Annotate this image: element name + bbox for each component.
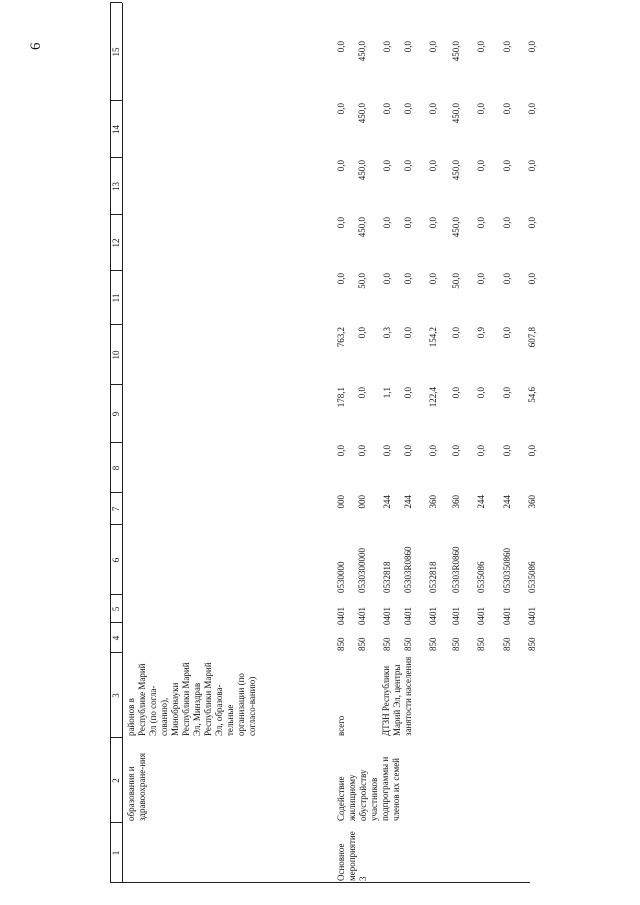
value-cell: 0,0 <box>476 41 486 53</box>
value-cell: 54,6 <box>527 387 537 403</box>
header-col-8: 8 <box>111 465 121 471</box>
value-cell: 450,0 <box>357 160 367 181</box>
value-cell: 0,0 <box>451 327 461 339</box>
header-col-12: 12 <box>111 238 121 248</box>
value-cell: 0,0 <box>502 445 512 457</box>
value-cell: 450,0 <box>451 103 461 124</box>
value-cell: 0,0 <box>336 103 346 115</box>
header-col-11: 11 <box>111 293 121 303</box>
header-col-9: 9 <box>111 411 121 417</box>
value-cell: 1,1 <box>382 387 392 399</box>
value-cell: 0,0 <box>428 445 438 457</box>
vr-cell: 000 <box>336 495 346 509</box>
value-cell: 0,0 <box>382 160 392 172</box>
header-col-4: 4 <box>111 635 121 641</box>
value-cell: 0,0 <box>382 445 392 457</box>
value-cell: 0,0 <box>451 387 461 399</box>
rzpr-cell: 0401 <box>382 607 392 625</box>
value-cell: 178,1 <box>336 387 346 408</box>
value-cell: 0,0 <box>428 273 438 285</box>
value-cell: 0,0 <box>476 273 486 285</box>
csr-cell: 0530000 <box>336 561 346 593</box>
vr-cell: 000 <box>357 495 367 509</box>
value-cell: 0,0 <box>451 445 461 457</box>
value-cell: 763,2 <box>336 327 346 348</box>
value-cell: 0,0 <box>428 103 438 115</box>
value-cell: 450,0 <box>451 41 461 62</box>
grbs-cell: 850 <box>357 637 367 651</box>
grbs-cell: 850 <box>336 637 346 651</box>
value-cell: 0,0 <box>336 41 346 53</box>
rzpr-cell: 0401 <box>502 607 512 625</box>
vr-cell: 244 <box>382 495 392 509</box>
value-cell: 0,0 <box>428 160 438 172</box>
value-cell: 0,0 <box>336 445 346 457</box>
value-cell: 0,0 <box>336 273 346 285</box>
value-cell: 0,0 <box>403 445 413 457</box>
value-cell: 0,0 <box>502 41 512 53</box>
value-cell: 0,0 <box>476 103 486 115</box>
header-col-5: 5 <box>111 606 121 612</box>
grbs-cell: 850 <box>502 637 512 651</box>
csr-cell: 0532818 <box>382 561 392 593</box>
value-cell: 450,0 <box>357 217 367 238</box>
vr-cell: 244 <box>476 495 486 509</box>
main-event-total: всего <box>336 715 346 736</box>
rzpr-cell: 0401 <box>527 607 537 625</box>
value-cell: 0,0 <box>476 387 486 399</box>
value-cell: 0,9 <box>476 327 486 339</box>
value-cell: 0,0 <box>502 327 512 339</box>
value-cell: 122,4 <box>428 387 438 408</box>
value-cell: 0,3 <box>382 327 392 339</box>
header-col-6: 6 <box>111 557 121 563</box>
value-cell: 0,0 <box>403 327 413 339</box>
value-cell: 0,0 <box>382 217 392 229</box>
header-col-13: 13 <box>111 182 121 191</box>
value-cell: 0,0 <box>502 217 512 229</box>
value-cell: 0,0 <box>527 103 537 115</box>
value-cell: 0,0 <box>403 103 413 115</box>
value-cell: 0,0 <box>527 41 537 53</box>
header-col-2: 2 <box>111 778 121 783</box>
value-cell: 0,0 <box>403 217 413 229</box>
value-cell: 0,0 <box>502 387 512 399</box>
value-cell: 50,0 <box>357 273 367 289</box>
grbs-cell: 850 <box>403 637 413 651</box>
value-cell: 0,0 <box>476 160 486 172</box>
value-cell: 450,0 <box>451 217 461 238</box>
value-cell: 0,0 <box>476 217 486 229</box>
csr-cell: 05303R0860 <box>451 546 461 593</box>
value-cell: 0,0 <box>403 273 413 285</box>
vr-cell: 360 <box>451 495 461 509</box>
csr-cell: 0532818 <box>428 561 438 593</box>
vr-cell: 244 <box>502 495 512 509</box>
grbs-cell: 850 <box>382 637 392 651</box>
value-cell: 0,0 <box>336 160 346 172</box>
rzpr-cell: 0401 <box>476 607 486 625</box>
table-left-border <box>110 882 530 883</box>
csr-cell: 05303R0860 <box>403 546 413 593</box>
header-col-1: 1 <box>111 850 121 856</box>
value-cell: 0,0 <box>357 327 367 339</box>
value-cell: 607,8 <box>527 327 537 348</box>
grbs-cell: 850 <box>476 637 486 651</box>
value-cell: 0,0 <box>382 41 392 53</box>
header-bottom-border <box>122 3 123 883</box>
value-cell: 450,0 <box>357 41 367 62</box>
value-cell: 0,0 <box>382 103 392 115</box>
header-col-10: 10 <box>111 350 121 360</box>
value-cell: 450,0 <box>357 103 367 124</box>
csr-cell: 0530300000 <box>357 548 367 593</box>
value-cell: 0,0 <box>502 103 512 115</box>
value-cell: 50,0 <box>451 273 461 289</box>
main-event-title: Основное мероприятие 3 <box>336 831 368 881</box>
value-cell: 0,0 <box>382 273 392 285</box>
value-cell: 0,0 <box>527 217 537 229</box>
main-event-description: Содействие жилищному обустройству участников подпрограммы и членов их семей <box>336 756 401 821</box>
csr-cell: 0535086 <box>527 561 537 593</box>
value-cell: 450,0 <box>451 160 461 181</box>
continuation-executors: районов в Республике Марий Эл (по согла-сованию), Минобрнауки Республики Марий Эл, Минздрав Республики Марий Эл, образова-тельные организации (по согласо-ванию) <box>126 662 257 736</box>
value-cell: 0,0 <box>527 160 537 172</box>
value-cell: 0,0 <box>403 387 413 399</box>
value-cell: 0,0 <box>403 41 413 53</box>
value-cell: 0,0 <box>336 217 346 229</box>
rzpr-cell: 0401 <box>336 607 346 625</box>
csr-cell: 0530350860 <box>502 548 512 593</box>
header-col-15: 15 <box>111 47 121 57</box>
continuation-responsible: образования и здравоохране-ния <box>126 752 147 821</box>
main-event-executors: ДТЗН Республики Марий Эл, центры занятости населения <box>381 656 413 736</box>
header-col-7: 7 <box>111 506 121 512</box>
value-cell: 0,0 <box>502 160 512 172</box>
grbs-cell: 850 <box>527 637 537 651</box>
page-number: 6 <box>28 42 44 50</box>
value-cell: 0,0 <box>428 41 438 53</box>
vr-cell: 360 <box>527 495 537 509</box>
budget-table <box>110 3 537 883</box>
rzpr-cell: 0401 <box>451 607 461 625</box>
value-cell: 0,0 <box>502 273 512 285</box>
rzpr-cell: 0401 <box>357 607 367 625</box>
header-col-14: 14 <box>111 125 121 134</box>
value-cell: 0,0 <box>428 217 438 229</box>
value-cell: 0,0 <box>403 160 413 172</box>
value-cell: 0,0 <box>527 445 537 457</box>
value-cell: 154,2 <box>428 327 438 348</box>
grbs-cell: 850 <box>451 637 461 651</box>
value-cell: 0,0 <box>357 387 367 399</box>
vr-cell: 244 <box>403 495 413 509</box>
value-cell: 0,0 <box>476 445 486 457</box>
value-cell: 0,0 <box>527 273 537 285</box>
value-cell: 0,0 <box>357 445 367 457</box>
rzpr-cell: 0401 <box>428 607 438 625</box>
rzpr-cell: 0401 <box>403 607 413 625</box>
vr-cell: 360 <box>428 495 438 509</box>
grbs-cell: 850 <box>428 637 438 651</box>
header-col-3: 3 <box>111 693 121 698</box>
csr-cell: 0535086 <box>476 561 486 593</box>
